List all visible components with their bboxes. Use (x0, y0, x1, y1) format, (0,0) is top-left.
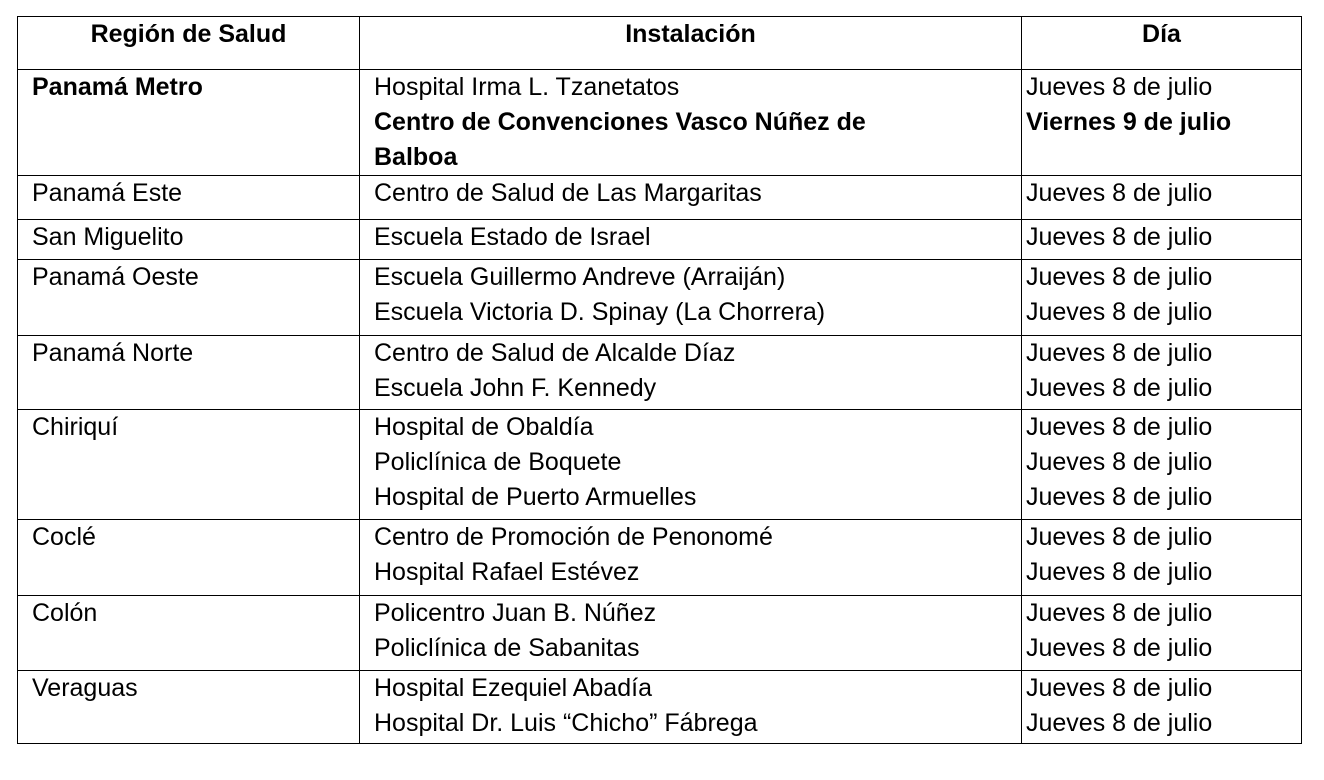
region-name: Chiriquí (32, 413, 119, 441)
day-value: Jueves 8 de julio (1026, 298, 1213, 326)
region-name: Panamá Norte (32, 339, 194, 367)
region-name: Colón (32, 599, 98, 627)
day-cell (1022, 176, 1302, 220)
facility-cell (360, 520, 1022, 596)
table-row (18, 671, 1302, 744)
region-cell (18, 70, 360, 176)
day-cell (1022, 260, 1302, 336)
day-value: Jueves 8 de julio (1026, 674, 1213, 702)
day-cell (1022, 336, 1302, 410)
facility-name: Centro de Salud de Las Margaritas (374, 179, 762, 207)
day-value: Jueves 8 de julio (1026, 599, 1213, 627)
facility-name: Centro de Salud de Alcalde Díaz (374, 339, 736, 367)
facility-name: Escuela Victoria D. Spinay (La Chorrera) (374, 298, 826, 326)
facility-name: Hospital Dr. Luis “Chicho” Fábrega (374, 709, 758, 737)
table-row (18, 220, 1302, 260)
facility-name: Hospital Rafael Estévez (374, 558, 640, 586)
region-cell (18, 520, 360, 596)
region-cell (18, 336, 360, 410)
day-value: Jueves 8 de julio (1026, 634, 1213, 662)
facility-name: Centro de Promoción de Penonomé (374, 523, 773, 551)
day-value: Jueves 8 de julio (1026, 448, 1213, 476)
vaccination-sites-table (17, 16, 1302, 744)
day-cell (1022, 220, 1302, 260)
facility-name: Hospital Irma L. Tzanetatos (374, 73, 680, 101)
day-value: Viernes 9 de julio (1026, 108, 1232, 136)
region-cell (18, 220, 360, 260)
header-row (18, 17, 1302, 70)
header-region: Región de Salud (18, 17, 360, 70)
table-row (18, 520, 1302, 596)
region-cell (18, 596, 360, 671)
header-day: Día (1022, 17, 1302, 70)
facility-cell (360, 220, 1022, 260)
region-name: Coclé (32, 523, 96, 551)
region-name: San Miguelito (32, 223, 184, 251)
facility-name: Hospital de Puerto Armuelles (374, 483, 697, 511)
day-cell (1022, 520, 1302, 596)
table-row (18, 596, 1302, 671)
facility-name: Hospital Ezequiel Abadía (374, 674, 652, 702)
day-value: Jueves 8 de julio (1026, 483, 1213, 511)
facility-cell (360, 596, 1022, 671)
day-cell (1022, 70, 1302, 176)
facility-cell (360, 671, 1022, 744)
region-name: Panamá Oeste (32, 263, 199, 291)
day-cell (1022, 410, 1302, 520)
region-name: Panamá Metro (32, 73, 203, 101)
region-cell (18, 410, 360, 520)
facility-cell (360, 336, 1022, 410)
facility-name: Escuela Estado de Israel (374, 223, 651, 251)
facility-name: Policlínica de Sabanitas (374, 634, 640, 662)
day-value: Jueves 8 de julio (1026, 263, 1213, 291)
facility-cell (360, 410, 1022, 520)
header-facility: Instalación (360, 17, 1022, 70)
day-value: Jueves 8 de julio (1026, 223, 1213, 251)
day-cell (1022, 671, 1302, 744)
day-value: Jueves 8 de julio (1026, 179, 1213, 207)
day-value: Jueves 8 de julio (1026, 339, 1213, 367)
region-name: Veraguas (32, 674, 138, 702)
table-row (18, 336, 1302, 410)
region-name: Panamá Este (32, 179, 183, 207)
facility-name: Escuela John F. Kennedy (374, 374, 657, 402)
day-value: Jueves 8 de julio (1026, 558, 1213, 586)
facility-name: Policlínica de Boquete (374, 448, 622, 476)
table-row (18, 176, 1302, 220)
region-cell (18, 260, 360, 336)
table-row (18, 260, 1302, 336)
facility-name: Hospital de Obaldía (374, 413, 594, 441)
day-value: Jueves 8 de julio (1026, 709, 1213, 737)
region-cell (18, 176, 360, 220)
facility-name: Centro de Convenciones Vasco Núñez de Balboa (374, 108, 866, 171)
day-value: Jueves 8 de julio (1026, 73, 1213, 101)
day-value: Jueves 8 de julio (1026, 413, 1213, 441)
day-value: Jueves 8 de julio (1026, 523, 1213, 551)
facility-cell (360, 260, 1022, 336)
facility-cell (360, 70, 1022, 176)
table-row (18, 410, 1302, 520)
day-cell (1022, 596, 1302, 671)
facility-name: Escuela Guillermo Andreve (Arraiján) (374, 263, 786, 291)
region-cell (18, 671, 360, 744)
day-value: Jueves 8 de julio (1026, 374, 1213, 402)
facility-name: Policentro Juan B. Núñez (374, 599, 657, 627)
facility-cell (360, 176, 1022, 220)
table-row (18, 70, 1302, 176)
